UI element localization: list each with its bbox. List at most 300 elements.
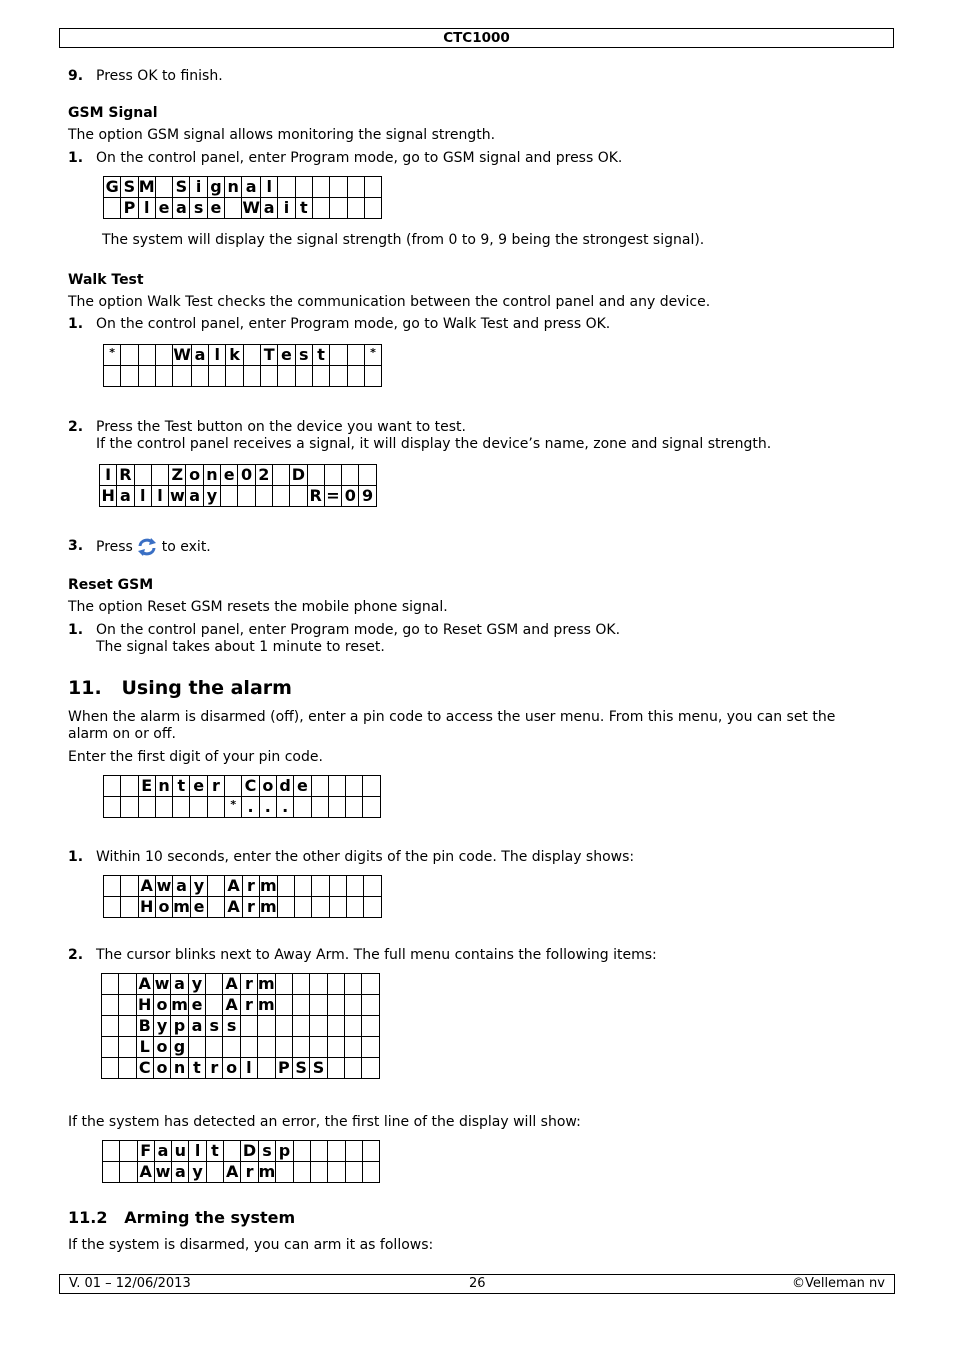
lcd-cell	[102, 1058, 119, 1079]
alarm-enter-text: Enter the first digit of your pin code.	[68, 749, 323, 765]
lcd-cell: l	[134, 486, 151, 507]
lcd-cell	[238, 486, 255, 507]
lcd-cell	[121, 876, 138, 897]
lcd-cell	[155, 345, 172, 366]
lcd-cell: e	[190, 897, 207, 918]
lcd-cell	[223, 1037, 240, 1058]
lcd-cell	[293, 974, 310, 995]
lcd-cell	[363, 776, 380, 797]
page-footer	[59, 1274, 895, 1294]
lcd-cell	[364, 366, 381, 387]
lcd-cell: g	[171, 1037, 189, 1058]
step-text: Press the Test button on the device you want to test.	[96, 419, 466, 435]
lcd-cell: t	[295, 198, 312, 219]
lcd-cell	[364, 177, 381, 198]
lcd-cell: R	[117, 465, 134, 486]
lcd-cell: s	[190, 198, 207, 219]
lcd-cell: s	[223, 1016, 240, 1037]
section-heading-arming-the-system: 11.2 Arming the system	[68, 1208, 296, 1227]
lcd-cell	[345, 1162, 362, 1183]
lcd-cell	[102, 1037, 119, 1058]
lcd-display-full-menu	[101, 973, 380, 1079]
lcd-row	[102, 1058, 380, 1079]
lcd-cell	[134, 465, 151, 486]
lcd-cell: *	[364, 345, 381, 366]
lcd-cell: r	[240, 995, 257, 1016]
lcd-cell: .	[242, 797, 259, 818]
step-text: On the control panel, enter Program mode, go to Reset GSM and press OK.	[96, 622, 621, 638]
lcd-cell: .	[276, 797, 293, 818]
lcd-cell	[347, 366, 364, 387]
lcd-cell	[293, 995, 310, 1016]
lcd-row	[103, 1141, 380, 1162]
lcd-cell: w	[169, 486, 185, 505]
lcd-cell	[278, 366, 295, 387]
lcd-cell	[327, 974, 344, 995]
lcd-cell	[103, 1141, 120, 1162]
lcd-cell	[258, 1016, 276, 1037]
lcd-cell	[345, 1141, 362, 1162]
lcd-cell	[364, 897, 381, 918]
lcd-cell	[102, 974, 119, 995]
lcd-cell	[121, 897, 138, 918]
lcd-cell	[312, 876, 329, 897]
lcd-cell: s	[206, 1016, 223, 1037]
lcd-cell: C	[136, 1058, 153, 1079]
lcd-cell	[121, 366, 138, 387]
lcd-cell: t	[188, 1058, 205, 1079]
lcd-row	[104, 797, 381, 818]
lcd-row	[104, 198, 382, 219]
lcd-cell: l	[138, 198, 155, 219]
lcd-cell: 9	[359, 486, 376, 507]
lcd-cell: g	[207, 177, 224, 198]
lcd-cell: t	[206, 1141, 223, 1162]
lcd-cell	[364, 198, 381, 219]
lcd-cell: 0	[342, 486, 359, 507]
footer-page-number: 26	[469, 1276, 486, 1291]
lcd-cell: a	[173, 876, 191, 897]
lcd-cell	[151, 465, 168, 486]
lcd-cell: A	[225, 876, 242, 897]
lcd-cell: k	[226, 345, 243, 366]
lcd-cell	[102, 1016, 119, 1037]
lcd-cell	[328, 797, 345, 818]
lcd-cell: a	[154, 1141, 171, 1162]
lcd-display-walk-test	[103, 344, 382, 387]
lcd-cell	[206, 1037, 223, 1058]
lcd-row	[102, 1016, 380, 1037]
lcd-cell: e	[190, 776, 207, 797]
lcd-cell	[329, 876, 346, 897]
lcd-cell	[173, 797, 190, 818]
lcd-cell: m	[171, 995, 188, 1014]
lcd-cell: A	[223, 995, 240, 1016]
footer-version: V. 01 – 12/06/2013	[69, 1276, 191, 1291]
step-text: The cursor blinks next to Away Arm. The full menu contains the following items:	[96, 947, 657, 963]
lcd-cell: r	[207, 776, 224, 797]
lcd-cell: M	[138, 177, 155, 196]
lcd-cell: 0	[238, 465, 255, 486]
lcd-cell	[328, 1162, 345, 1183]
lcd-cell	[138, 366, 155, 387]
lcd-cell	[344, 1037, 361, 1058]
lcd-cell	[225, 776, 242, 797]
lcd-cell: p	[276, 1141, 293, 1162]
lcd-row	[104, 345, 382, 366]
step-number: 1.	[68, 316, 84, 332]
step-text-post: to exit.	[161, 539, 211, 555]
lcd-cell: o	[155, 897, 172, 918]
lcd-cell	[324, 465, 341, 486]
lcd-cell	[344, 1016, 361, 1037]
lcd-cell	[119, 974, 136, 995]
lcd-cell	[255, 486, 272, 507]
lcd-cell: i	[190, 177, 207, 198]
lcd-cell	[310, 1162, 327, 1183]
lcd-cell	[275, 995, 292, 1016]
lcd-cell: L	[136, 1037, 153, 1058]
lcd-cell: A	[223, 974, 240, 995]
lcd-cell	[275, 974, 292, 995]
lcd-cell: m	[258, 974, 275, 993]
lcd-row	[104, 776, 381, 797]
lcd-cell	[294, 797, 311, 818]
lcd-cell	[293, 1141, 310, 1162]
footer-copyright: ©Velleman nv	[791, 1276, 885, 1291]
lcd-cell	[261, 366, 278, 387]
lcd-cell: o	[153, 1037, 170, 1058]
lcd-cell: a	[172, 1162, 189, 1183]
lcd-cell	[311, 797, 328, 818]
lcd-cell	[240, 1016, 257, 1037]
lcd-cell	[312, 366, 329, 387]
lcd-cell	[330, 177, 347, 198]
lcd-cell	[347, 198, 364, 219]
lcd-cell	[310, 1141, 327, 1162]
lcd-cell: W	[173, 345, 191, 364]
lcd-cell	[327, 1037, 344, 1058]
lcd-cell: y	[153, 1016, 170, 1037]
lcd-cell: r	[240, 974, 257, 995]
lcd-cell	[155, 177, 172, 198]
lcd-cell: d	[276, 776, 293, 797]
step-number: 1.	[68, 849, 84, 865]
lcd-cell	[330, 366, 347, 387]
lcd-cell: G	[104, 177, 121, 198]
lcd-cell	[346, 776, 363, 797]
lcd-cell	[311, 776, 328, 797]
lcd-cell	[362, 974, 379, 995]
step-number: 2.	[68, 947, 84, 963]
step-number: 1.	[68, 150, 84, 166]
lcd-cell	[258, 1058, 276, 1079]
lcd-cell	[138, 797, 155, 818]
gsm-after-text: The system will display the signal strength (from 0 to 9, 9 being the strongest signal).	[102, 232, 705, 248]
lcd-cell: u	[172, 1141, 189, 1162]
lcd-cell	[307, 465, 324, 486]
lcd-cell: p	[171, 1016, 189, 1037]
lcd-cell: I	[100, 465, 117, 486]
lcd-row	[103, 1162, 380, 1183]
page-header: CTC1000	[59, 28, 894, 48]
lcd-cell	[243, 345, 260, 366]
lcd-cell	[155, 797, 172, 818]
lcd-cell: l	[261, 177, 278, 198]
lcd-cell	[243, 366, 260, 387]
lcd-cell	[295, 366, 312, 387]
lcd-row	[100, 486, 377, 507]
chapter-heading-using-the-alarm: 11. Using the alarm	[68, 677, 292, 699]
lcd-cell	[344, 1058, 361, 1079]
lcd-cell: r	[206, 1058, 223, 1079]
lcd-cell	[138, 345, 155, 366]
lcd-cell	[119, 995, 136, 1016]
lcd-cell: A	[138, 876, 155, 897]
lcd-cell	[208, 876, 225, 897]
lcd-cell	[104, 876, 121, 897]
lcd-cell: r	[241, 1162, 258, 1183]
lcd-cell: =	[326, 486, 340, 505]
lcd-cell: o	[186, 465, 203, 486]
lcd-cell: y	[188, 974, 205, 995]
lcd-cell	[277, 876, 294, 897]
lcd-display-device-signal	[99, 464, 377, 507]
lcd-cell: l	[151, 486, 168, 507]
step-number: 9.	[68, 68, 84, 84]
lcd-cell	[312, 198, 329, 219]
lcd-cell	[190, 797, 207, 818]
lcd-cell	[103, 1162, 120, 1183]
lcd-cell	[362, 1016, 379, 1037]
lcd-cell	[121, 797, 138, 818]
lcd-cell: n	[203, 465, 220, 486]
lcd-cell: S	[310, 1058, 327, 1079]
lcd-cell: Z	[169, 465, 186, 486]
step-number: 3.	[68, 538, 84, 554]
lcd-cell: P	[275, 1058, 292, 1079]
lcd-cell	[121, 345, 138, 366]
lcd-cell	[221, 486, 238, 507]
step-text-continued: If the control panel receives a signal, it will display the device’s name, zone and signal strength.	[96, 436, 772, 452]
lcd-cell: r	[242, 876, 259, 897]
lcd-cell: a	[117, 486, 134, 507]
lcd-cell: l	[209, 345, 226, 366]
lcd-cell: y	[189, 1162, 206, 1183]
lcd-cell	[119, 1058, 136, 1079]
lcd-cell	[104, 776, 121, 797]
lcd-cell	[104, 366, 121, 387]
lcd-cell	[347, 177, 364, 198]
lcd-cell: e	[278, 345, 295, 366]
lcd-cell: a	[242, 177, 261, 198]
lcd-row	[104, 366, 382, 387]
lcd-cell	[206, 974, 223, 995]
step-text: Press OK to finish.	[96, 68, 223, 84]
lcd-cell	[206, 995, 223, 1016]
lcd-cell	[208, 897, 225, 918]
lcd-cell: e	[207, 198, 224, 219]
lcd-row	[102, 995, 380, 1016]
section-heading-reset-gsm: Reset GSM	[68, 577, 154, 593]
lcd-cell	[102, 995, 119, 1016]
lcd-cell: r	[242, 897, 259, 918]
lcd-cell: w	[154, 974, 170, 993]
lcd-cell: A	[137, 1162, 154, 1183]
lcd-cell	[346, 876, 363, 897]
lcd-cell: t	[173, 776, 190, 797]
lcd-cell	[240, 1037, 257, 1058]
lcd-cell: *	[104, 345, 121, 366]
lcd-display-arm-options	[103, 875, 382, 918]
lcd-cell	[293, 1016, 310, 1037]
walk-intro: The option Walk Test checks the communication between the control panel and any device.	[68, 294, 711, 310]
reset-intro: The option Reset GSM resets the mobile phone signal.	[68, 599, 448, 615]
lcd-cell: o	[153, 995, 170, 1016]
alarm-intro-line2: alarm on or off.	[68, 726, 176, 742]
lcd-cell: P	[121, 198, 138, 219]
lcd-cell	[344, 995, 361, 1016]
lcd-cell	[330, 198, 347, 219]
lcd-cell: A	[224, 1162, 241, 1183]
lcd-cell	[293, 1162, 310, 1183]
lcd-cell: n	[171, 1058, 189, 1079]
lcd-cell: H	[140, 897, 154, 916]
lcd-cell: l	[189, 1141, 206, 1162]
lcd-cell	[275, 1016, 292, 1037]
lcd-cell	[295, 876, 312, 897]
lcd-cell: S	[173, 177, 190, 198]
lcd-cell: E	[138, 776, 155, 797]
lcd-cell	[310, 995, 327, 1016]
arming-intro: If the system is disarmed, you can arm it as follows:	[68, 1237, 434, 1253]
lcd-cell	[290, 486, 307, 507]
lcd-cell: e	[294, 776, 311, 797]
lcd-cell	[310, 974, 327, 995]
lcd-cell	[310, 1016, 327, 1037]
lcd-cell	[347, 345, 364, 366]
lcd-cell	[258, 1037, 276, 1058]
lcd-cell	[275, 1037, 292, 1058]
lcd-cell: A	[136, 974, 153, 995]
lcd-row	[102, 1037, 380, 1058]
lcd-cell: n	[155, 776, 172, 797]
lcd-cell: C	[242, 776, 259, 797]
lcd-cell	[362, 1162, 379, 1183]
lcd-cell: t	[312, 345, 329, 366]
lcd-cell: m	[260, 876, 277, 895]
lcd-cell: y	[203, 486, 220, 507]
lcd-cell	[327, 1016, 344, 1037]
lcd-cell	[104, 897, 121, 918]
section-heading-gsm-signal: GSM Signal	[68, 105, 158, 121]
lcd-cell: a	[261, 198, 278, 219]
lcd-cell: *	[225, 797, 242, 818]
lcd-cell	[173, 366, 192, 387]
lcd-cell	[328, 1141, 345, 1162]
lcd-cell	[328, 776, 345, 797]
lcd-cell	[342, 465, 359, 486]
lcd-cell: F	[137, 1141, 154, 1162]
lcd-cell: m	[173, 897, 190, 916]
alarm-error-text: If the system has detected an error, the first line of the display will show:	[68, 1114, 581, 1130]
lcd-row	[102, 974, 380, 995]
lcd-cell	[188, 1037, 205, 1058]
lcd-cell: n	[225, 177, 242, 198]
lcd-display-enter-code	[103, 775, 381, 818]
lcd-cell	[119, 1016, 136, 1037]
lcd-cell	[206, 1162, 223, 1183]
step-text: On the control panel, enter Program mode, go to Walk Test and press OK.	[96, 316, 611, 332]
lcd-cell	[310, 1037, 327, 1058]
lcd-row	[104, 897, 382, 918]
lcd-display-fault	[102, 1140, 380, 1183]
lcd-row	[104, 177, 382, 198]
lcd-cell	[295, 177, 312, 198]
lcd-cell: T	[261, 345, 278, 366]
lcd-cell	[312, 897, 329, 918]
step-text: On the control panel, enter Program mode, go to GSM signal and press OK.	[96, 150, 623, 166]
lcd-cell	[225, 198, 242, 219]
lcd-cell	[276, 1162, 293, 1183]
lcd-cell	[104, 198, 121, 219]
lcd-cell	[295, 897, 312, 918]
lcd-cell: R	[307, 486, 324, 507]
section-heading-walk-test: Walk Test	[68, 272, 144, 288]
lcd-cell	[119, 1037, 136, 1058]
step-number: 2.	[68, 419, 84, 435]
lcd-cell: A	[225, 897, 242, 918]
lcd-cell: a	[186, 486, 203, 507]
lcd-cell	[346, 797, 363, 818]
lcd-cell	[120, 1162, 137, 1183]
lcd-cell: B	[136, 1016, 153, 1037]
lcd-cell	[104, 797, 121, 818]
lcd-cell: i	[278, 198, 295, 219]
lcd-cell: m	[260, 897, 277, 916]
lcd-cell: e	[155, 198, 172, 219]
lcd-cell: m	[258, 1162, 276, 1181]
step-text: Within 10 seconds, enter the other digits of the pin code. The display shows:	[96, 849, 635, 865]
lcd-cell	[362, 1058, 379, 1079]
lcd-cell: H	[101, 486, 115, 505]
lcd-cell	[120, 1141, 137, 1162]
lcd-cell	[121, 776, 138, 797]
lcd-cell	[209, 366, 226, 387]
lcd-cell: s	[258, 1141, 276, 1162]
lcd-cell	[363, 797, 380, 818]
lcd-cell: s	[295, 345, 312, 366]
lcd-cell: S	[121, 177, 138, 198]
lcd-cell: o	[259, 776, 276, 797]
lcd-row	[104, 876, 382, 897]
lcd-cell	[224, 1141, 241, 1162]
lcd-cell: w	[156, 876, 172, 895]
lcd-cell	[359, 465, 376, 486]
lcd-cell: m	[258, 995, 275, 1014]
lcd-cell	[293, 1037, 310, 1058]
lcd-cell: .	[259, 797, 276, 818]
lcd-cell	[330, 345, 347, 366]
lcd-cell: y	[190, 876, 207, 897]
lcd-row	[100, 465, 377, 486]
lcd-cell	[346, 897, 363, 918]
lcd-cell: H	[138, 995, 152, 1014]
lcd-cell	[277, 897, 294, 918]
lcd-cell	[362, 995, 379, 1016]
lcd-cell	[155, 366, 172, 387]
lcd-cell	[278, 177, 295, 198]
